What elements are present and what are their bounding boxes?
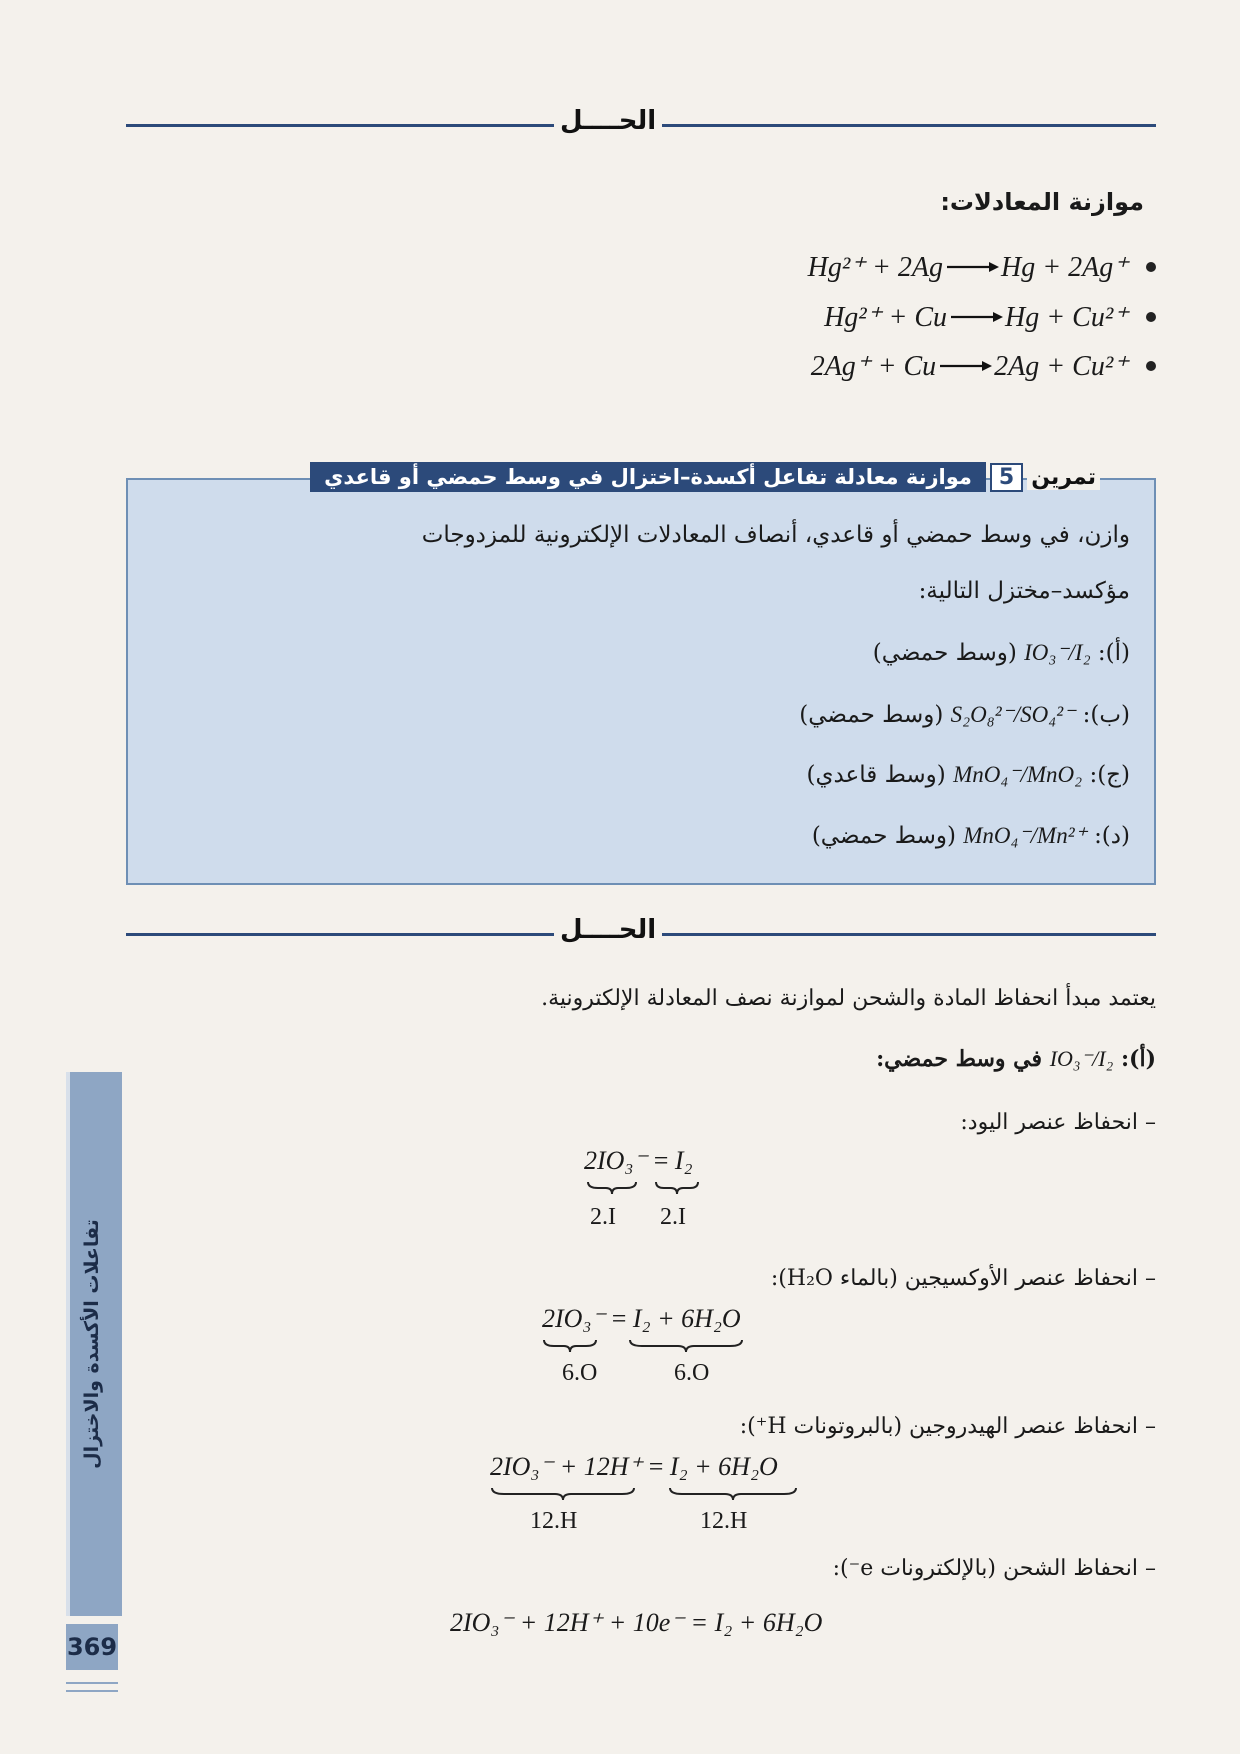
exercise-number: 5 bbox=[990, 463, 1023, 492]
exercise-text: مؤكسد–مختزل التالية: bbox=[918, 578, 1130, 604]
item-label: (د): bbox=[1094, 823, 1130, 849]
count-label: 6.O bbox=[562, 1360, 598, 1386]
part-a-heading bbox=[876, 1046, 1156, 1072]
item-label: (ج): bbox=[1089, 762, 1130, 788]
iodine-title: – انحفاظ عنصر اليود: bbox=[960, 1110, 1156, 1135]
item-medium: (وسط حمضي) bbox=[799, 702, 944, 728]
underbrace-icon bbox=[490, 1486, 636, 1502]
eq-left: 2IO₃⁻ bbox=[542, 1304, 606, 1333]
exercise-text: وازن، في وسط حمضي أو قاعدي، أنصاف المعادلات الإلكترونية للمزدوجات bbox=[421, 522, 1130, 548]
equation-left: Hg²⁺ + 2Ag bbox=[807, 252, 943, 283]
item-couple: MnO₄⁻/Mn²⁺ bbox=[963, 823, 1087, 848]
count-label: 12.H bbox=[530, 1508, 578, 1534]
exercise-item bbox=[799, 702, 1130, 728]
page-number: 369 bbox=[66, 1624, 118, 1670]
equation-row bbox=[808, 250, 1156, 284]
count-label: 2.I bbox=[660, 1204, 686, 1230]
bullet bbox=[1146, 262, 1156, 272]
underbrace-icon bbox=[654, 1180, 700, 1196]
balancing-heading: موازنة المعادلات: bbox=[940, 188, 1144, 216]
equation-right: Hg + 2Ag⁺ bbox=[1001, 252, 1128, 283]
iodine-equation: 2IO₃⁻ = I₂ bbox=[584, 1146, 693, 1175]
final-equation: 2IO₃⁻ + 12H⁺ + 10e⁻ = I₂ + 6H₂O bbox=[450, 1608, 823, 1637]
charge-title: – انحفاظ الشحن (بالإلكترونات e⁻): bbox=[832, 1556, 1156, 1581]
section-title: الحــــل bbox=[554, 106, 662, 136]
arrow-icon bbox=[943, 260, 1001, 274]
equation-row bbox=[811, 349, 1156, 383]
underbrace-icon bbox=[586, 1180, 638, 1196]
section-title: الحــــل bbox=[554, 915, 662, 945]
bullet bbox=[1146, 361, 1156, 371]
hydrogen-equation: 2IO₃⁻ + 12H⁺ = I₂ + 6H₂O bbox=[490, 1452, 778, 1481]
underbrace-icon bbox=[668, 1486, 798, 1502]
solution-intro: يعتمد مبدأ انحفاظ المادة والشحن لموازنة نصف المعادلة الإلكترونية. bbox=[541, 986, 1156, 1011]
underbrace-icon bbox=[542, 1338, 598, 1354]
part-a-couple: IO₃⁻/I₂ bbox=[1049, 1046, 1114, 1071]
equation-row bbox=[824, 300, 1156, 334]
count-label: 6.O bbox=[674, 1360, 710, 1386]
hydrogen-title: – انحفاظ عنصر الهيدروجين (بالبروتونات H⁺): bbox=[739, 1414, 1156, 1439]
chapter-tab-label bbox=[66, 1072, 118, 1616]
item-label: (أ): bbox=[1097, 640, 1130, 666]
exercise-label: تمرين bbox=[1027, 465, 1100, 490]
oxygen-title: – انحفاظ عنصر الأوكسيجين (بالماء H₂O): bbox=[770, 1266, 1156, 1291]
divider bbox=[66, 1682, 118, 1684]
part-a-medium: في وسط حمضي: bbox=[876, 1046, 1043, 1072]
equation-left: Hg²⁺ + Cu bbox=[824, 302, 948, 333]
chapter-title: تفاعلات الأكسدة والاختزال bbox=[81, 1219, 103, 1469]
item-medium: (وسط حمضي) bbox=[811, 823, 956, 849]
arrow-icon bbox=[947, 310, 1005, 324]
exercise-item bbox=[806, 762, 1130, 788]
exercise-item bbox=[812, 823, 1130, 849]
item-label: (ب): bbox=[1082, 702, 1130, 728]
count-label: 2.I bbox=[590, 1204, 616, 1230]
exercise-title: موازنة معادلة تفاعل أكسدة–اختزال في وسط حمضي أو قاعدي bbox=[310, 462, 986, 492]
arrow-icon bbox=[936, 359, 994, 373]
count-label: 12.H bbox=[700, 1508, 748, 1534]
underbrace-icon bbox=[628, 1338, 744, 1354]
item-couple: MnO₄⁻/MnO₂ bbox=[953, 762, 1083, 787]
equation-right: 2Ag + Cu²⁺ bbox=[994, 351, 1128, 382]
exercise-header bbox=[310, 459, 1100, 495]
item-couple: IO₃⁻/I₂ bbox=[1024, 640, 1091, 665]
item-medium: (وسط حمضي) bbox=[872, 640, 1017, 666]
item-medium: (وسط قاعدي) bbox=[806, 762, 946, 788]
exercise-item bbox=[873, 640, 1130, 666]
bullet bbox=[1146, 312, 1156, 322]
eq-right: I₂ bbox=[674, 1146, 693, 1175]
divider bbox=[66, 1690, 118, 1692]
oxygen-equation: 2IO₃⁻ = I₂ + 6H₂O bbox=[542, 1304, 741, 1333]
equation-left: 2Ag⁺ + Cu bbox=[810, 351, 937, 382]
item-couple: S₂O₈²⁻/SO₄²⁻ bbox=[950, 702, 1076, 727]
eq-left: 2IO₃⁻ + 12H⁺ bbox=[490, 1452, 643, 1481]
eq-left: 2IO₃⁻ bbox=[584, 1146, 648, 1175]
equation-right: Hg + Cu²⁺ bbox=[1005, 302, 1128, 333]
part-a-label: (أ): bbox=[1120, 1046, 1156, 1072]
eq-right: I₂ + 6H₂O bbox=[632, 1304, 741, 1333]
eq-right: I₂ + 6H₂O bbox=[669, 1452, 778, 1481]
